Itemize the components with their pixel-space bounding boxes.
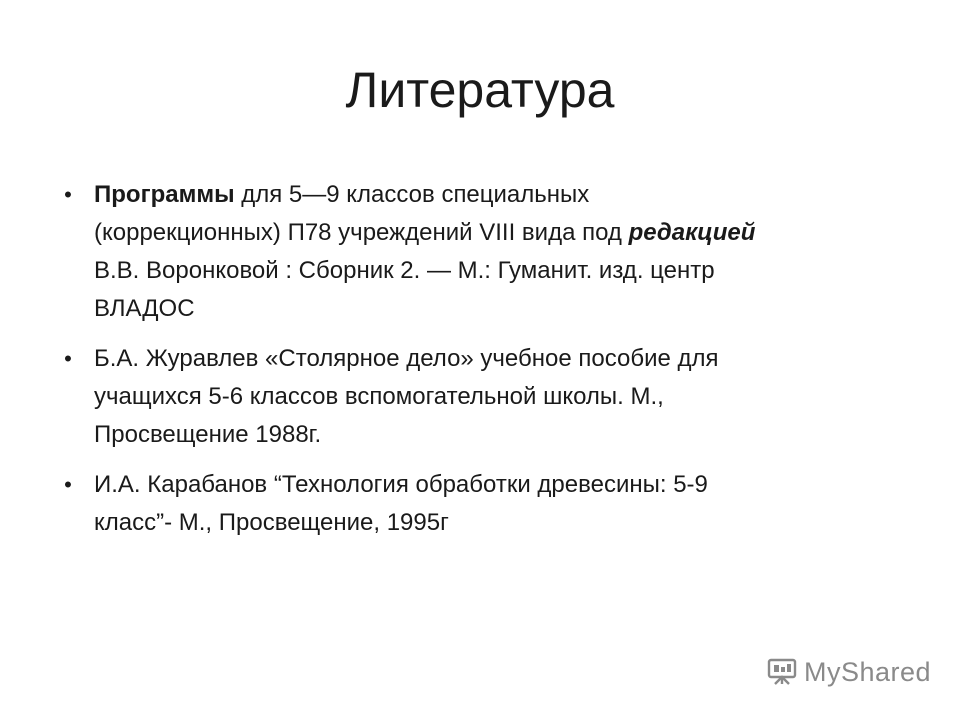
watermark-logo (766, 654, 931, 690)
bullet-text: Б.А. Журавлев «Столярное дело» учебное пособие для учащихся 5-6 классов вспомогательной школы. М., Просвещение 1988г. (94, 345, 719, 448)
bullet-text: В.В. Воронковой : Сборник 2. — М.: Гуманит. изд. центр ВЛАДОС (94, 257, 715, 322)
bullet-text-bold: Программы (94, 181, 235, 208)
bullet-item (58, 466, 758, 542)
bullet-text: для 5—9 классов специальных (коррекционных) П78 учреждений VIII вида под (94, 181, 629, 246)
mini-slide-icon (766, 657, 798, 687)
bullet-item (58, 340, 758, 454)
slide-title: Литература (345, 62, 615, 118)
watermark-text: MyShared (804, 656, 932, 687)
bullet-text: И.А. Карабанов “Технология обработки древесины: 5-9 класс”- М., Просвещение, 1995г (94, 471, 708, 536)
bullet-text-bold-italic: редакцией (628, 219, 756, 246)
bullet-dot: • (64, 346, 72, 371)
bullet-dot: • (64, 472, 72, 497)
bullet-item (58, 176, 758, 328)
bullet-dot: • (64, 182, 72, 207)
bullet-list (58, 176, 758, 554)
